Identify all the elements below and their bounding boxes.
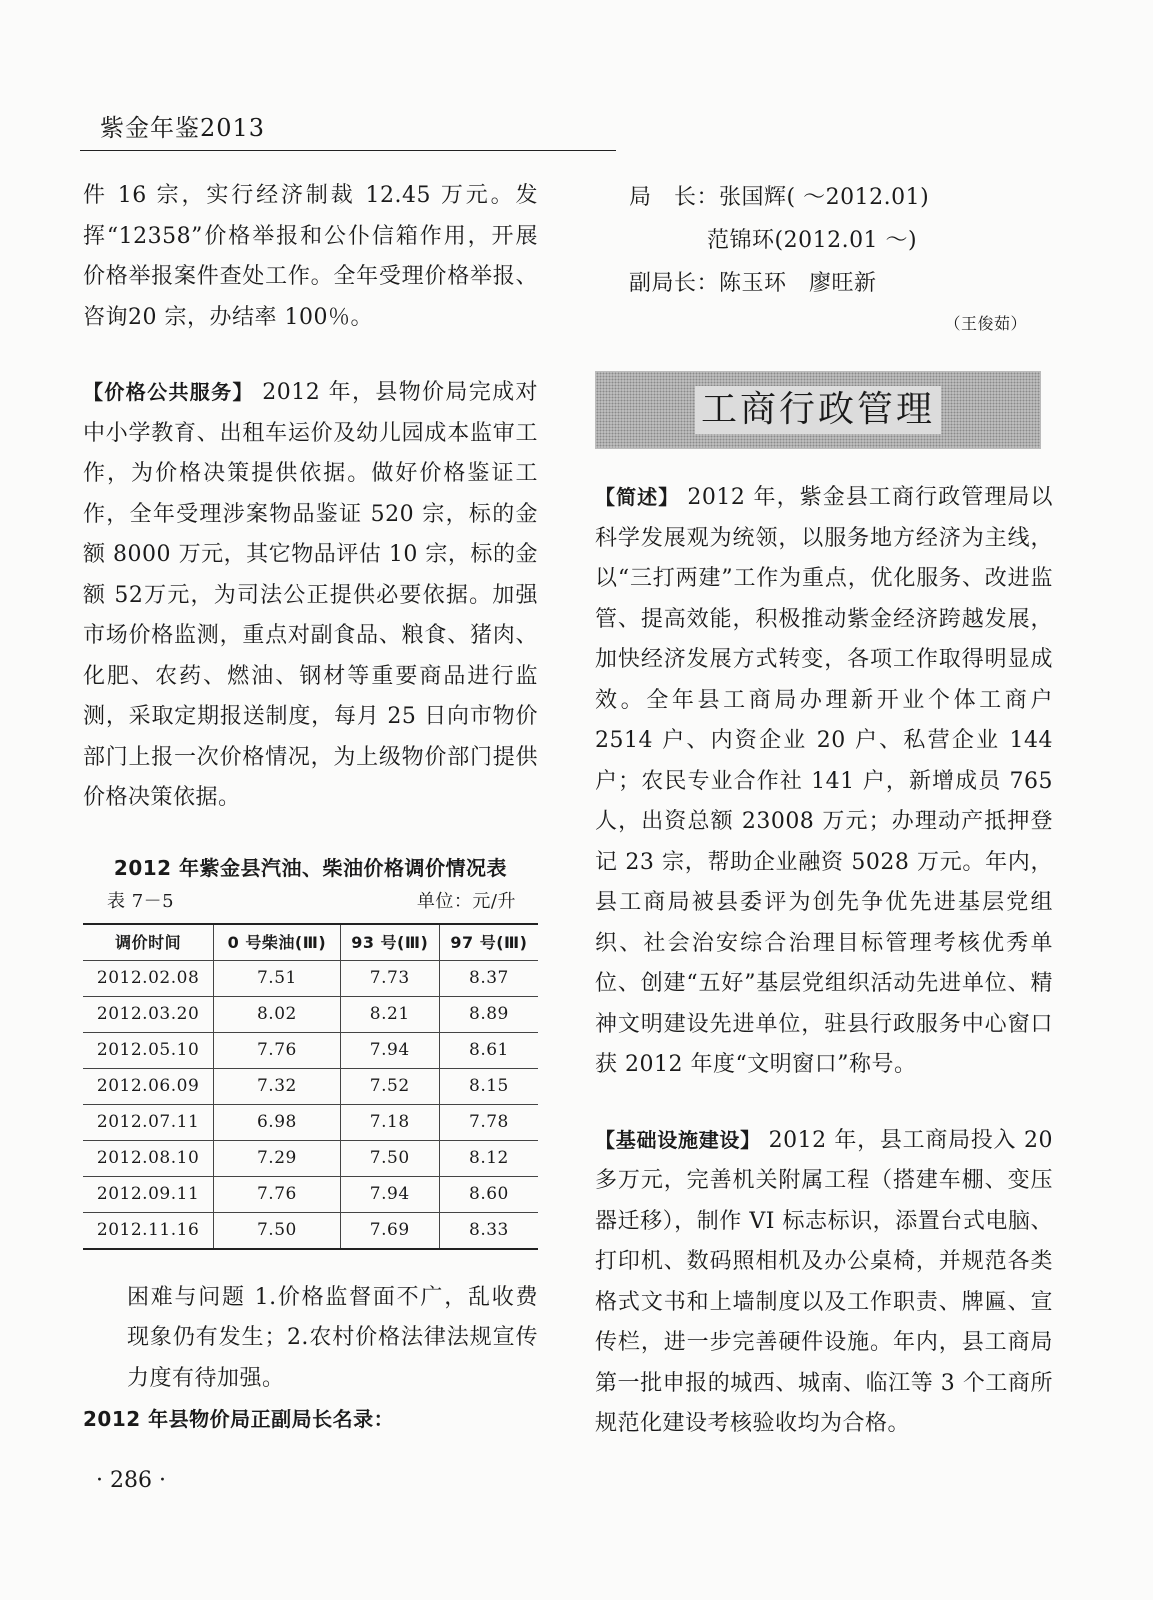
director-row (595, 176, 1053, 219)
infrastructure-paragraph (595, 1120, 1053, 1445)
section-text: 2012 年，县工商局投入 20多万元，完善机关附属工程（搭建车棚、变压器迁移），制作 VI 标志标识，添置台式电脑、打印机、数码照相机及办公桌椅，并规范各类格式文书和上墙制度以及工作职责、牌匾、宣传栏，进一步完善硬件设施。年内，县工商局第一批申报的城西、城南、临江等 3 个工商所规范化建设考核验收均为合格。 (595, 1127, 1054, 1436)
table-title: 2012 年紫金县汽油、柴油价格调价情况表 (113, 855, 508, 880)
director-row-2 (595, 219, 1053, 262)
director-name-2: 范锦环(2012.01 ～) (707, 228, 918, 253)
section-text: 2012 年，紫金县工商行政管理局以科学发展观为统领，以服务地方经济为主线，以“三打两建”工作为重点，优化服务、改进监管、提高效能，积极推动紫金经济跨越发展，加快经济发展方式转变，各项工作取得明显成效。全年县工商局办理新开业个体工商户2514 户、内资企业 20 户、私营企业 144 户；农民专业合作社 141 户，新增成员 765 人，出资总额 23008 万元；办理动产抵押登记 23 宗，帮助企业融资 5028 万元。年内，县工商局被县委评为创先争优先进基层党组织、社会治安综合治理目标管理考核优秀单位、创建“五好”基层党组织活动先进单位、精神文明建设先进单位，驻县行政服务中心窗口获 2012 年度“文明窗口”称号。 (595, 485, 1053, 1077)
summary-paragraph (595, 477, 1053, 1086)
column-header: 调价时间 (83, 924, 214, 961)
deputy-names: 陈玉环 廖旺新 (719, 271, 877, 296)
table-cell: 8.21 (340, 996, 439, 1032)
officials-list (595, 176, 1053, 305)
table-cell: 8.33 (439, 1212, 538, 1249)
table-cell: 2012.07.11 (83, 1104, 214, 1140)
table-cell: 8.60 (439, 1176, 538, 1212)
table-cell: 7.51 (214, 960, 340, 996)
table-row (83, 1104, 538, 1140)
table-cell: 6.98 (214, 1104, 340, 1140)
table-cell: 8.02 (214, 996, 340, 1032)
table-cell: 7.94 (340, 1032, 439, 1068)
column-header: 97 号(Ⅲ) (439, 924, 538, 961)
section-banner (595, 371, 1041, 449)
column-header: 0 号柴油(Ⅲ) (214, 924, 340, 961)
problems-paragraph (83, 1278, 538, 1400)
roster-title: 2012 年县物价局正副局长名录： (83, 1407, 395, 1431)
table-cell: 8.61 (439, 1032, 538, 1068)
deputy-row (595, 262, 1053, 305)
section-label: 【简述】 (595, 485, 680, 509)
section-text: 2012 年，县物价局完成对中小学教育、出租车运价及幼儿园成本监审工作，为价格决策提供依据。做好价格鉴证工作，全年受理涉案物品鉴证 520 宗，标的金额 8000 万元，其它物品评估 10 宗，标的金额 52万元，为司法公正提供必要依据。加强市场价格监测，重点对副食品、粮食、猪肉、化肥、农药、燃油、钢材等重要商品进行监测，采取定期报送制度，每月 25 日向市物价部门上报一次价格情况，为上级物价部门提供价格决策依据。 (83, 380, 539, 810)
table-cell: 7.32 (214, 1068, 340, 1104)
table-cell: 7.78 (439, 1104, 538, 1140)
table-cell: 8.15 (439, 1068, 538, 1104)
section-banner-title: 工商行政管理 (695, 386, 941, 434)
table-row (83, 996, 538, 1032)
header-rule (80, 150, 616, 151)
table-row (83, 960, 538, 996)
table-cell: 2012.06.09 (83, 1068, 214, 1104)
table-cell: 8.12 (439, 1140, 538, 1176)
table-cell: 7.50 (214, 1212, 340, 1249)
section-label: 【价格公共服务】 (83, 380, 254, 404)
table-cell: 8.89 (439, 996, 538, 1032)
author-credit: （王俊茹） (944, 314, 1027, 333)
column-header: 93 号(Ⅲ) (340, 924, 439, 961)
table-row (83, 1176, 538, 1212)
public-service-paragraph (83, 372, 538, 819)
table-cell: 7.18 (340, 1104, 439, 1140)
table-row (83, 1032, 538, 1068)
fuel-price-table (83, 923, 538, 1250)
section-label: 【基础设施建设】 (595, 1127, 761, 1152)
problems-text: 困难与问题 1.价格监督面不广，乱收费现象仍有发生；2.农村价格法律法规宣传力度有待加强。 (127, 1284, 538, 1391)
table-cell: 7.29 (214, 1140, 340, 1176)
left-column (83, 176, 538, 1440)
table-cell: 7.52 (340, 1068, 439, 1104)
table-unit: 单位：元/升 (416, 890, 516, 912)
table-row (83, 1068, 538, 1104)
deputy-label: 副局长： (629, 271, 720, 296)
table-cell: 2012.02.08 (83, 960, 214, 996)
director-label: 局 长： (629, 185, 720, 210)
table-number: 表 7－5 (107, 890, 175, 912)
table-cell: 2012.03.20 (83, 996, 214, 1032)
intro-paragraph: 件 16 宗，实行经济制裁 12.45 万元。发挥“12358”价格举报和公仆信箱作用，开展价格举报案件查处工作。全年受理价格举报、咨询20 宗，办结率 100％。 (83, 183, 538, 330)
table-cell: 2012.05.10 (83, 1032, 214, 1068)
running-header: 紫金年鉴2013 (100, 114, 266, 142)
table-cell: 7.73 (340, 960, 439, 996)
table-header-row (83, 924, 538, 961)
table-cell: 8.37 (439, 960, 538, 996)
director-name: 张国辉( ～2012.01) (719, 185, 930, 210)
table-cell: 7.94 (340, 1176, 439, 1212)
table-row (83, 1140, 538, 1176)
table-cell: 7.69 (340, 1212, 439, 1249)
table-cell: 7.50 (340, 1140, 439, 1176)
table-row (83, 1212, 538, 1249)
right-column (595, 176, 1053, 1445)
table-cell: 7.76 (214, 1176, 340, 1212)
table-cell: 2012.11.16 (83, 1212, 214, 1249)
table-cell: 2012.08.10 (83, 1140, 214, 1176)
page-number: · 286 · (96, 1468, 166, 1493)
table-meta (83, 883, 538, 923)
table-cell: 7.76 (214, 1032, 340, 1068)
table-cell: 2012.09.11 (83, 1176, 214, 1212)
